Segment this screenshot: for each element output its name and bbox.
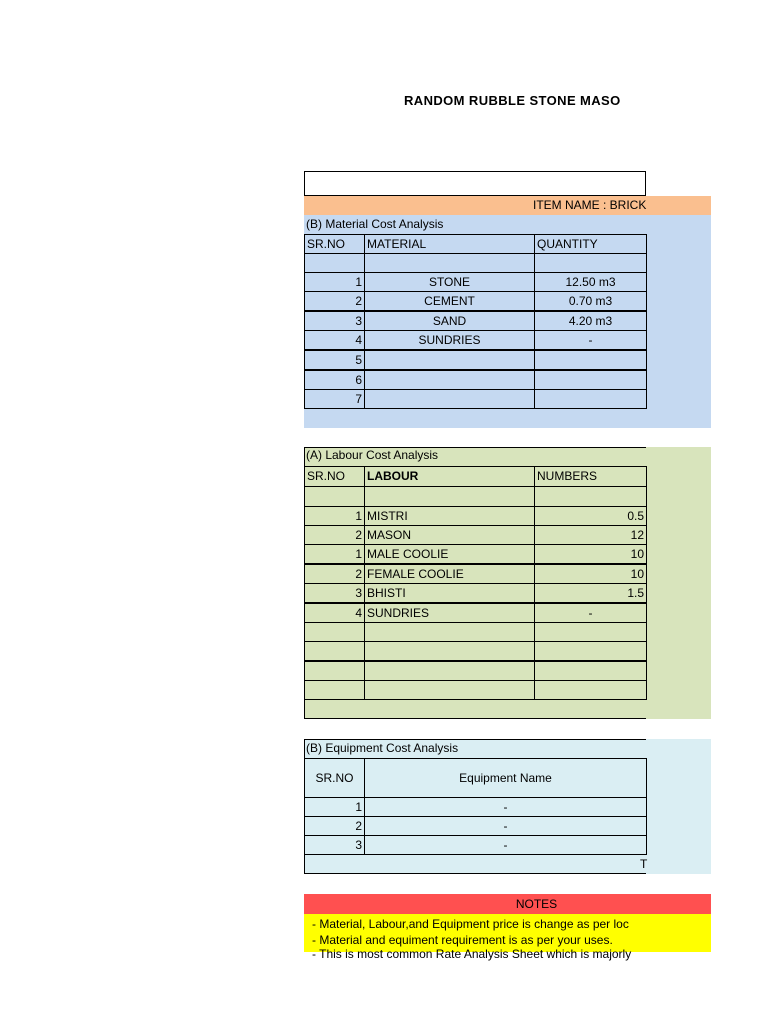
labour-row <box>304 486 365 507</box>
labour-name: MASON <box>364 525 535 545</box>
labour-name: MALE COOLIE <box>364 544 535 564</box>
note-line: - Material and equiment requirement is as per your uses. <box>312 933 613 947</box>
labour-row <box>364 622 535 642</box>
labour-row <box>534 641 647 661</box>
material-qty <box>534 370 647 390</box>
labour-num: 1.5 <box>534 583 647 603</box>
labour-num: 10 <box>534 544 647 564</box>
labour-row <box>364 680 535 700</box>
labour-name: MISTRI <box>364 506 535 526</box>
material-qty: 12.50 m3 <box>534 272 647 292</box>
material-row <box>304 253 365 273</box>
material-sr: 1 <box>304 272 365 292</box>
equipment-total-label: T <box>640 857 648 871</box>
equipment-name: - <box>364 816 647 836</box>
note-line: - This is most common Rate Analysis Sheet which is majorly <box>312 947 632 961</box>
labour-row <box>534 622 647 642</box>
labour-sr: 4 <box>304 603 365 623</box>
labour-heading: (A) Labour Cost Analysis <box>306 448 439 462</box>
labour-header-labour: LABOUR <box>364 466 535 487</box>
labour-num: - <box>534 603 647 623</box>
labour-row <box>534 680 647 700</box>
equipment-sr: 3 <box>304 835 365 855</box>
material-qty: 0.70 m3 <box>534 291 647 311</box>
labour-sr: 1 <box>304 544 365 564</box>
labour-row <box>304 622 365 642</box>
notes-heading: NOTES <box>515 897 558 911</box>
labour-header-numbers: NUMBERS <box>534 466 647 487</box>
labour-row <box>534 486 647 507</box>
labour-bottom-rule <box>304 718 646 719</box>
labour-sr: 2 <box>304 525 365 545</box>
labour-row <box>364 486 535 507</box>
material-header-quantity: QUANTITY <box>534 234 647 254</box>
labour-sr: 3 <box>304 583 365 603</box>
equipment-name: - <box>364 797 647 817</box>
labour-row <box>304 680 365 700</box>
labour-sr: 1 <box>304 506 365 526</box>
material-sr: 4 <box>304 330 365 350</box>
material-name <box>364 389 535 409</box>
material-sr: 3 <box>304 311 365 331</box>
material-sr: 7 <box>304 389 365 409</box>
material-heading: (B) Material Cost Analysis <box>306 217 444 231</box>
labour-sr: 2 <box>304 564 365 584</box>
material-name: STONE <box>364 272 535 292</box>
sheet-title: RANDOM RUBBLE STONE MASO <box>404 93 621 108</box>
labour-row <box>304 641 365 661</box>
material-name <box>364 350 535 370</box>
labour-num: 12 <box>534 525 647 545</box>
material-sr: 2 <box>304 291 365 311</box>
labour-num: 0.5 <box>534 506 647 526</box>
equipment-name: - <box>364 835 647 855</box>
material-qty <box>534 389 647 409</box>
material-sr: 5 <box>304 350 365 370</box>
note-line: - Material, Labour,and Equipment price is change as per loc <box>312 917 629 931</box>
labour-name: BHISTI <box>364 583 535 603</box>
equipment-heading: (B) Equipment Cost Analysis <box>306 741 459 755</box>
material-name: SAND <box>364 311 535 331</box>
labour-row <box>534 661 647 681</box>
labour-row <box>364 641 535 661</box>
equipment-sr: 2 <box>304 816 365 836</box>
labour-name: FEMALE COOLIE <box>364 564 535 584</box>
labour-row <box>364 661 535 681</box>
equipment-header-srno: SR.NO <box>304 758 365 798</box>
material-name: CEMENT <box>364 291 535 311</box>
material-qty <box>534 350 647 370</box>
equipment-bottom-rule <box>304 873 646 874</box>
labour-num: 10 <box>534 564 647 584</box>
equipment-header-name: Equipment Name <box>364 758 647 798</box>
material-row <box>364 253 535 273</box>
item-name: ITEM NAME : BRICK <box>533 198 647 212</box>
material-name: SUNDRIES <box>364 330 535 350</box>
labour-name: SUNDRIES <box>364 603 535 623</box>
material-row <box>534 253 647 273</box>
material-qty: - <box>534 330 647 350</box>
equipment-sr: 1 <box>304 797 365 817</box>
material-sr: 6 <box>304 370 365 390</box>
material-qty: 4.20 m3 <box>534 311 647 331</box>
material-header-srno: SR.NO <box>304 234 365 254</box>
material-header-material: MATERIAL <box>364 234 535 254</box>
labour-header-srno: SR.NO <box>304 466 365 487</box>
labour-row <box>304 661 365 681</box>
material-name <box>364 370 535 390</box>
header-box <box>304 171 646 196</box>
item-name-band <box>304 196 711 215</box>
